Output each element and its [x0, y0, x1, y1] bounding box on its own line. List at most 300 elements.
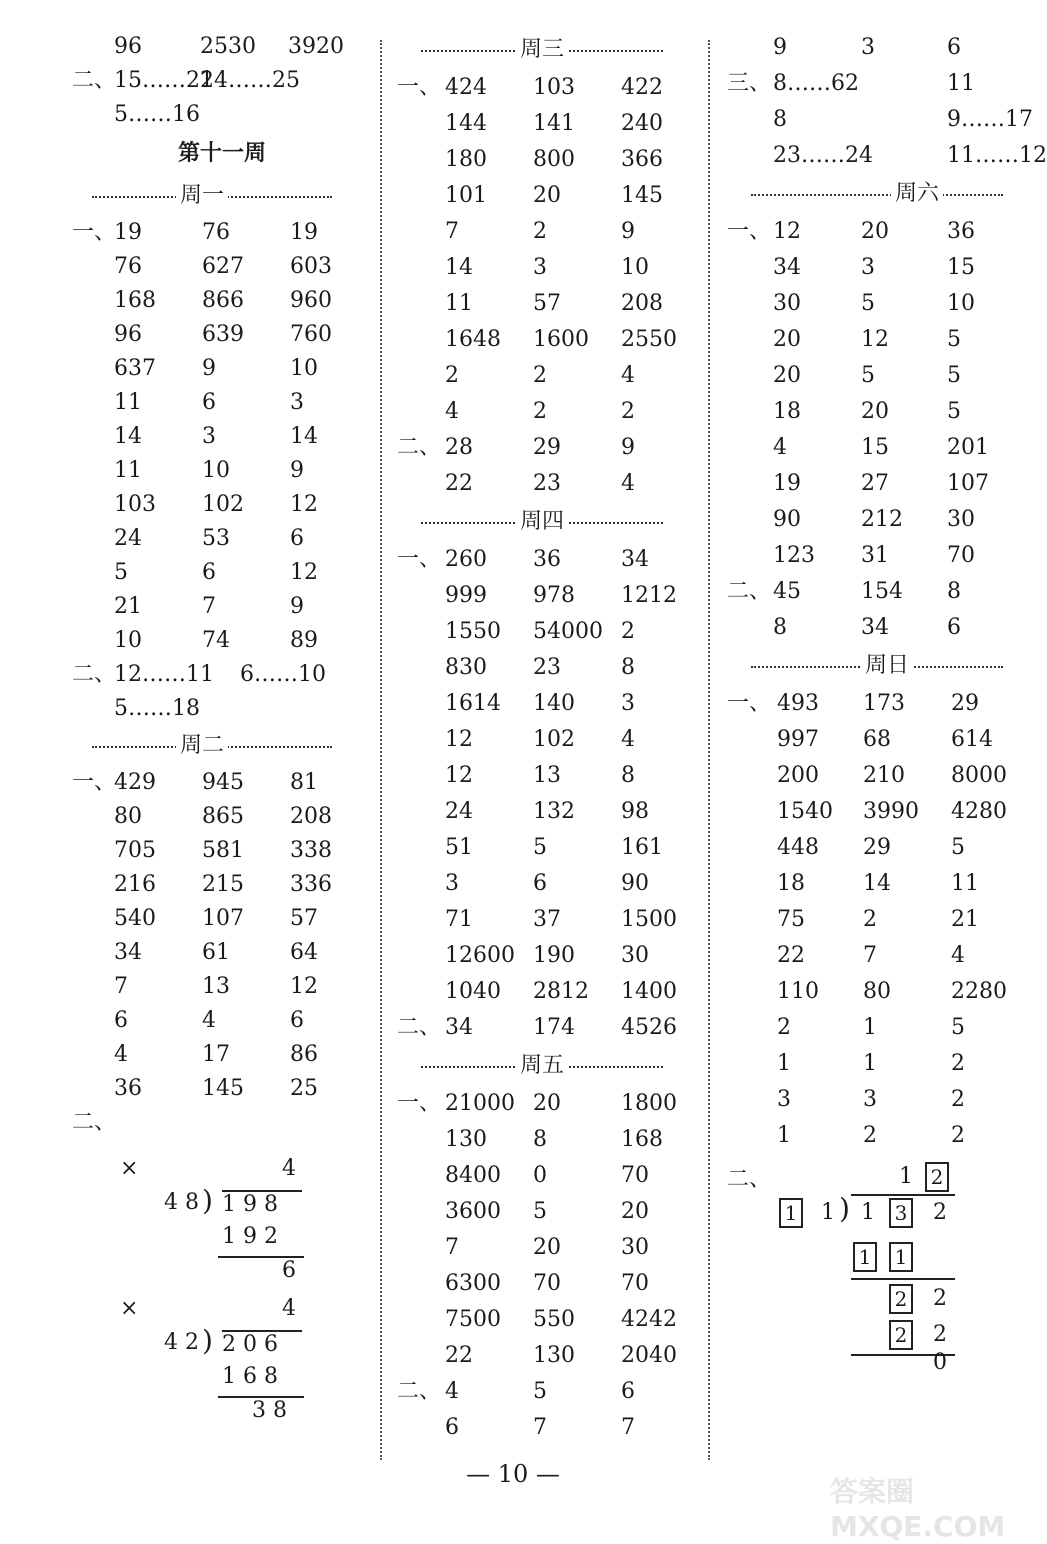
answer-value: 25: [290, 1076, 318, 1101]
answer-value: 190: [533, 943, 575, 968]
answer-value: 7: [445, 219, 459, 244]
answer-row: [72, 318, 372, 352]
answer-row: [727, 902, 1017, 938]
answer-value: 21000: [445, 1091, 515, 1116]
answer-value: 830: [445, 655, 487, 680]
answer-value: 107: [947, 471, 989, 496]
answer-value: 3: [777, 1087, 791, 1112]
answer-value: 24……25: [200, 68, 300, 93]
answer-value: 866: [202, 288, 244, 313]
answer-value: 8: [621, 763, 635, 788]
answer-value: 22: [445, 471, 473, 496]
answer-value: 10: [621, 255, 649, 280]
answer-value: 28: [445, 435, 473, 460]
answer-value: 34: [114, 940, 142, 965]
answer-value: 1: [777, 1123, 791, 1148]
answer-value: 3: [861, 255, 875, 280]
answer-value: 1614: [445, 691, 501, 716]
answer-row: [397, 902, 697, 938]
answer-value: 15: [947, 255, 975, 280]
answer-value: 1648: [445, 327, 501, 352]
answer-value: 24: [445, 799, 473, 824]
carryover-block-3: [727, 30, 1047, 174]
answer-row: [397, 1194, 697, 1230]
answer-value: 51: [445, 835, 473, 860]
answer-value: 154: [861, 579, 903, 604]
answer-row: [72, 970, 372, 1004]
answer-value: 5: [533, 1199, 547, 1224]
answer-row: [397, 70, 697, 106]
answer-value: 70: [947, 543, 975, 568]
answer-value: 6: [202, 560, 216, 585]
answer-row: [397, 322, 697, 358]
answer-row: [727, 538, 1017, 574]
answer-value: 54000: [533, 619, 603, 644]
answer-row: [727, 974, 1017, 1010]
answer-value: 201: [947, 435, 989, 460]
answer-row: [397, 1086, 697, 1122]
answer-value: 208: [621, 291, 663, 316]
answer-value: 2: [445, 363, 459, 388]
answer-row: [72, 936, 372, 970]
answer-value: 7: [863, 943, 877, 968]
answer-value: 18: [773, 399, 801, 424]
answer-row: [727, 686, 1017, 722]
answer-value: 2: [533, 219, 547, 244]
answer-value: 20: [621, 1199, 649, 1224]
answer-value: 1: [777, 1051, 791, 1076]
answer-value: 2: [863, 1123, 877, 1148]
tuesday-answers: [72, 766, 372, 1106]
answer-row: [397, 722, 697, 758]
answer-value: 4280: [951, 799, 1007, 824]
answer-value: 5: [951, 1015, 965, 1040]
answer-value: 3: [290, 390, 304, 415]
answer-value: 180: [445, 147, 487, 172]
answer-value: 8……62: [773, 71, 859, 96]
answer-value: 103: [533, 75, 575, 100]
answer-value: 10: [290, 356, 318, 381]
part-label: 一、: [397, 547, 442, 572]
answer-value: 3: [202, 424, 216, 449]
answer-value: 36: [533, 547, 561, 572]
answer-value: 5: [951, 835, 965, 860]
answer-value: 637: [114, 356, 156, 381]
answer-value: 1040: [445, 979, 501, 1004]
answer-value: 161: [621, 835, 663, 860]
answer-value: 3: [533, 255, 547, 280]
answer-value: 174: [533, 1015, 575, 1040]
answer-value: 57: [533, 291, 561, 316]
answer-row: [727, 1082, 1017, 1118]
long-division-1: × 4 4 8 ) 1 9 8 1 9 2 6: [72, 1156, 372, 1296]
answer-value: 208: [290, 804, 332, 829]
answer-value: 2040: [621, 1343, 677, 1368]
answer-value: 12: [773, 219, 801, 244]
answer-row: [72, 800, 372, 834]
answer-row: [72, 522, 372, 556]
answer-value: 20: [533, 1235, 561, 1260]
answer-value: 4: [773, 435, 787, 460]
answer-row: [727, 322, 1017, 358]
answer-value: 10: [114, 628, 142, 653]
answer-value: 130: [445, 1127, 487, 1152]
answer-row: [72, 488, 372, 522]
answer-value: 23……24: [773, 143, 873, 168]
answer-row: [72, 284, 372, 318]
monday-part2-cont: 5……18: [114, 696, 200, 721]
answer-value: 24: [114, 526, 142, 551]
answer-value: 945: [202, 770, 244, 795]
answer-row: [72, 766, 372, 800]
answer-row: [397, 614, 697, 650]
answer-value: 20: [861, 219, 889, 244]
sunday-answers: [727, 686, 1017, 1154]
answer-row: [72, 624, 372, 658]
answer-value: 6: [114, 1008, 128, 1033]
answer-value: 34: [621, 547, 649, 572]
answer-value: 3: [445, 871, 459, 896]
answer-value: 3990: [863, 799, 919, 824]
answer-value: 12: [445, 727, 473, 752]
answer-value: 34: [773, 255, 801, 280]
answer-value: 20: [533, 1091, 561, 1116]
long-division-2: × 4 4 2 ) 2 0 6 1 6 8 3 8: [72, 1296, 372, 1436]
answer-value: 6300: [445, 1271, 501, 1296]
answer-row: [72, 834, 372, 868]
answer-value: 7: [621, 1415, 635, 1440]
friday-answers: [397, 1086, 697, 1446]
answer-row: [727, 610, 1017, 646]
answer-value: 11: [114, 390, 142, 415]
answer-value: 12: [445, 763, 473, 788]
answer-value: 11: [114, 458, 142, 483]
answer-value: 145: [621, 183, 663, 208]
answer-value: 31: [861, 543, 889, 568]
answer-value: 70: [621, 1271, 649, 1296]
answer-value: 12: [861, 327, 889, 352]
answer-value: 90: [621, 871, 649, 896]
answer-value: 53: [202, 526, 230, 551]
answer-value: 123: [773, 543, 815, 568]
answer-value: 101: [445, 183, 487, 208]
answer-value: 6: [290, 526, 304, 551]
answer-row: [397, 686, 697, 722]
answer-value: 8: [621, 655, 635, 680]
answer-value: 9: [290, 458, 304, 483]
part-label: 一、: [397, 1091, 442, 1116]
answer-row: [397, 214, 697, 250]
answer-row: [72, 250, 372, 284]
answer-value: 6: [202, 390, 216, 415]
answer-value: 1500: [621, 907, 677, 932]
answer-value: 2550: [621, 327, 677, 352]
answer-value: 11: [947, 71, 975, 96]
answer-row: [727, 214, 1017, 250]
answer-row: [727, 938, 1017, 974]
answer-value: 216: [114, 872, 156, 897]
answer-value: 1: [863, 1051, 877, 1076]
answer-value: 865: [202, 804, 244, 829]
answer-value: 8: [533, 1127, 547, 1152]
part-label: 一、: [397, 75, 442, 100]
answer-value: 30: [621, 943, 649, 968]
answer-value: 8: [773, 615, 787, 640]
week-title: 第十一周: [177, 141, 266, 166]
part-label: 二、: [72, 68, 117, 93]
tuesday-part2-label: 二、: [72, 1110, 117, 1135]
answer-column-2: [397, 30, 697, 1446]
answer-row: [397, 358, 697, 394]
answer-value: 9……17: [947, 107, 1033, 132]
answer-value: 4: [202, 1008, 216, 1033]
answer-value: 705: [114, 838, 156, 863]
part-label: 一、: [72, 220, 117, 245]
answer-row: [72, 420, 372, 454]
answer-value: 19: [290, 220, 318, 245]
answer-row: [397, 1158, 697, 1194]
answer-value: 168: [621, 1127, 663, 1152]
answer-value: 12600: [445, 943, 515, 968]
answer-value: 64: [290, 940, 318, 965]
answer-row: [397, 142, 697, 178]
answer-value: 70: [621, 1163, 649, 1188]
answer-value: 2: [777, 1015, 791, 1040]
answer-value: 132: [533, 799, 575, 824]
answer-value: 7: [202, 594, 216, 619]
answer-row: [72, 902, 372, 936]
answer-row: [727, 1118, 1017, 1154]
answer-row: [397, 758, 697, 794]
answer-row: [397, 794, 697, 830]
answer-row: [397, 250, 697, 286]
answer-value: 614: [951, 727, 993, 752]
answer-value: 45: [773, 579, 801, 604]
answer-value: 4: [114, 1042, 128, 1067]
part-label: 二、: [397, 435, 442, 460]
answer-value: 8400: [445, 1163, 501, 1188]
answer-value: 14: [863, 871, 891, 896]
answer-value: 29: [533, 435, 561, 460]
answer-value: 493: [777, 691, 819, 716]
answer-value: 70: [533, 1271, 561, 1296]
answer-value: 800: [533, 147, 575, 172]
answer-value: 366: [621, 147, 663, 172]
carryover-block: [72, 30, 372, 132]
answer-value: 90: [773, 507, 801, 532]
answer-value: 36: [114, 1076, 142, 1101]
answer-value: 4242: [621, 1307, 677, 1332]
answer-value: 8: [773, 107, 787, 132]
column-divider-1: [380, 40, 382, 1460]
answer-value: 336: [290, 872, 332, 897]
answer-row: [397, 178, 697, 214]
answer-value: 2530: [200, 34, 256, 59]
answer-value: 2: [533, 363, 547, 388]
answer-value: 760: [290, 322, 332, 347]
answer-row: [397, 1266, 697, 1302]
saturday-answers: [727, 214, 1017, 646]
answer-row: [397, 542, 697, 578]
answer-value: 6: [445, 1415, 459, 1440]
answer-value: 29: [863, 835, 891, 860]
answer-value: 2: [951, 1087, 965, 1112]
answer-value: 6: [947, 615, 961, 640]
day-header-sunday: 周日: [727, 646, 1017, 686]
answer-row: [397, 1122, 697, 1158]
answer-value: 71: [445, 907, 473, 932]
answer-row: [72, 98, 372, 132]
answer-value: 10: [202, 458, 230, 483]
answer-value: 34: [445, 1015, 473, 1040]
part-label: 三、: [727, 71, 772, 96]
answer-value: 581: [202, 838, 244, 863]
answer-row: [72, 556, 372, 590]
answer-value: 30: [621, 1235, 649, 1260]
answer-row: [72, 352, 372, 386]
answer-value: 978: [533, 583, 575, 608]
answer-row: [397, 1410, 697, 1446]
answer-value: 1212: [621, 583, 677, 608]
answer-value: 9: [621, 435, 635, 460]
answer-row: [72, 868, 372, 902]
answer-value: 96: [114, 322, 142, 347]
answer-row: [727, 102, 1033, 138]
answer-value: 639: [202, 322, 244, 347]
answer-value: 2: [951, 1123, 965, 1148]
answer-value: 1600: [533, 327, 589, 352]
answer-value: 424: [445, 75, 487, 100]
answer-value: 30: [773, 291, 801, 316]
answer-row: [72, 1004, 372, 1038]
answer-value: 3600: [445, 1199, 501, 1224]
answer-value: 12: [290, 560, 318, 585]
answer-row: [397, 1010, 697, 1046]
answer-value: 173: [863, 691, 905, 716]
answer-row: [397, 650, 697, 686]
answer-column-3: [727, 30, 1047, 1375]
column-divider-2: [708, 40, 710, 1460]
answer-value: 11: [445, 291, 473, 316]
answer-value: 11……12: [947, 143, 1047, 168]
answer-row: [397, 1230, 697, 1266]
answer-value: 81: [290, 770, 318, 795]
answer-value: 68: [863, 727, 891, 752]
watermark: 答案圈 MXQE.COM: [830, 1475, 1006, 1543]
answer-value: 15……21: [114, 68, 214, 93]
answer-value: 212: [861, 507, 903, 532]
part-label: 一、: [727, 219, 772, 244]
answer-value: 960: [290, 288, 332, 313]
answer-value: 1800: [621, 1091, 677, 1116]
answer-value: 34: [861, 615, 889, 640]
answer-value: 74: [202, 628, 230, 653]
day-header-monday: 周一: [72, 176, 372, 216]
answer-value: 2: [621, 619, 635, 644]
answer-value: 5: [947, 399, 961, 424]
answer-row: [397, 394, 697, 430]
thursday-answers: [397, 542, 697, 1046]
answer-value: 2280: [951, 979, 1007, 1004]
answer-value: 422: [621, 75, 663, 100]
answer-value: 5: [114, 560, 128, 585]
answer-row: [397, 466, 697, 502]
answer-value: 200: [777, 763, 819, 788]
answer-value: 448: [777, 835, 819, 860]
answer-value: 997: [777, 727, 819, 752]
answer-row: [397, 106, 697, 142]
answer-value: 22: [777, 943, 805, 968]
answer-value: 168: [114, 288, 156, 313]
answer-row: [72, 64, 372, 98]
answer-row: [397, 286, 697, 322]
answer-value: 5: [533, 1379, 547, 1404]
answer-value: 5: [861, 291, 875, 316]
answer-value: 215: [202, 872, 244, 897]
answer-value: 144: [445, 111, 487, 136]
answer-value: 96: [114, 34, 142, 59]
answer-value: 5……16: [114, 102, 200, 127]
answer-value: 57: [290, 906, 318, 931]
part-label: 二、: [397, 1015, 442, 1040]
wednesday-answers: [397, 70, 697, 502]
answer-row: [727, 1010, 1017, 1046]
answer-value: 8: [947, 579, 961, 604]
answer-row: [72, 590, 372, 624]
answer-value: 12: [290, 974, 318, 999]
answer-value: 11: [951, 871, 979, 896]
answer-value: 107: [202, 906, 244, 931]
answer-value: 130: [533, 1343, 575, 1368]
answer-value: 6: [290, 1008, 304, 1033]
answer-value: 30: [947, 507, 975, 532]
answer-row: [727, 466, 1017, 502]
answer-value: 9: [773, 35, 787, 60]
answer-value: 5: [947, 327, 961, 352]
answer-value: 5: [533, 835, 547, 860]
answer-row: [727, 866, 1017, 902]
answer-value: 603: [290, 254, 332, 279]
answer-value: 210: [863, 763, 905, 788]
answer-value: 110: [777, 979, 819, 1004]
answer-value: 627: [202, 254, 244, 279]
part-label: 一、: [727, 691, 772, 716]
answer-value: 20: [773, 327, 801, 352]
answer-value: 15: [861, 435, 889, 460]
answer-value: 145: [202, 1076, 244, 1101]
answer-value: 4: [445, 1379, 459, 1404]
answer-value: 20: [861, 399, 889, 424]
answer-row: [727, 502, 1017, 538]
answer-value: 260: [445, 547, 487, 572]
day-header-saturday: 周六: [727, 174, 1017, 214]
answer-row: [727, 30, 1017, 66]
answer-value: 13: [202, 974, 230, 999]
answer-value: 9: [290, 594, 304, 619]
answer-value: 18: [777, 871, 805, 896]
answer-value: 10: [947, 291, 975, 316]
answer-value: 1: [863, 1015, 877, 1040]
answer-value: 17: [202, 1042, 230, 1067]
answer-value: 999: [445, 583, 487, 608]
answer-value: 3920: [288, 34, 344, 59]
answer-value: 4: [621, 727, 635, 752]
answer-value: 20: [773, 363, 801, 388]
answer-row: [727, 358, 1017, 394]
answer-value: 1550: [445, 619, 501, 644]
answer-row: [727, 66, 1017, 102]
answer-row: [397, 830, 697, 866]
